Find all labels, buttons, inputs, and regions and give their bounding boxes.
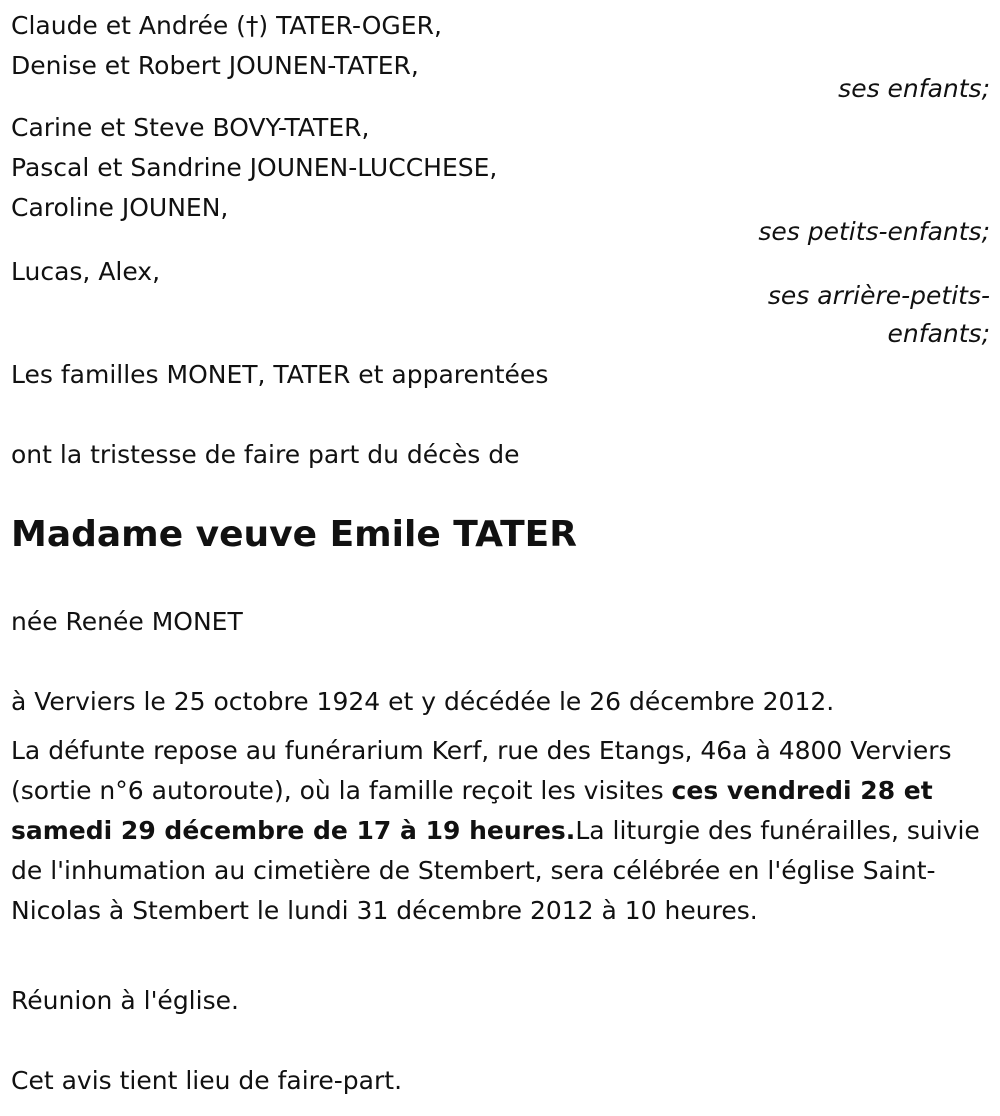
- grandchildren-line-1: Carine et Steve BOVY-TATER,: [11, 113, 370, 142]
- great-grandchildren-line: Lucas, Alex,: [11, 257, 161, 286]
- children-line-2: Denise et Robert JOUNEN-TATER,: [11, 51, 419, 80]
- great-grandchildren-role-line-1: ses arrière-petits-: [767, 281, 990, 310]
- great-grandchildren-role-line-2: enfants;: [887, 319, 990, 348]
- reunion-note: Réunion à l'église.: [11, 986, 239, 1015]
- details-text-1: La défunte repose au funérarium Kerf, rue des Etangs, 46a à 4800 Verviers (sortie n°6 autoroute), où la famille reçoit les visites: [11, 736, 952, 805]
- birth-name: née Renée MONET: [11, 607, 243, 636]
- funeral-details: [11, 731, 991, 931]
- announcement-intro: ont la tristesse de faire part du décès de: [11, 440, 520, 469]
- children-line-1: Claude et Andrée (†) TATER-OGER,: [11, 11, 442, 40]
- grandchildren-line-2: Pascal et Sandrine JOUNEN-LUCCHESE,: [11, 153, 498, 182]
- grandchildren-role: ses petits-enfants;: [758, 217, 990, 246]
- grandchildren-line-3: Caroline JOUNEN,: [11, 193, 229, 222]
- children-role: ses enfants;: [838, 74, 990, 103]
- details-text-2: La liturgie des funérailles, suivie de l'inhumation au cimetière de Stembert, sera célébrée en l'église Saint-Nicolas à Stembert le lundi 31 décembre 2012 à 10 heures.: [11, 816, 980, 925]
- closing-note: Cet avis tient lieu de faire-part.: [11, 1066, 403, 1095]
- families-line: Les familles MONET, TATER et apparentées: [11, 360, 549, 389]
- visiting-hours: ces vendredi 28 et samedi 29 décembre de 17 à 19 heures.: [11, 776, 933, 845]
- deceased-name: Madame veuve Emile TATER: [11, 514, 577, 555]
- birth-death-dates: à Verviers le 25 octobre 1924 et y décédée le 26 décembre 2012.: [11, 687, 835, 716]
